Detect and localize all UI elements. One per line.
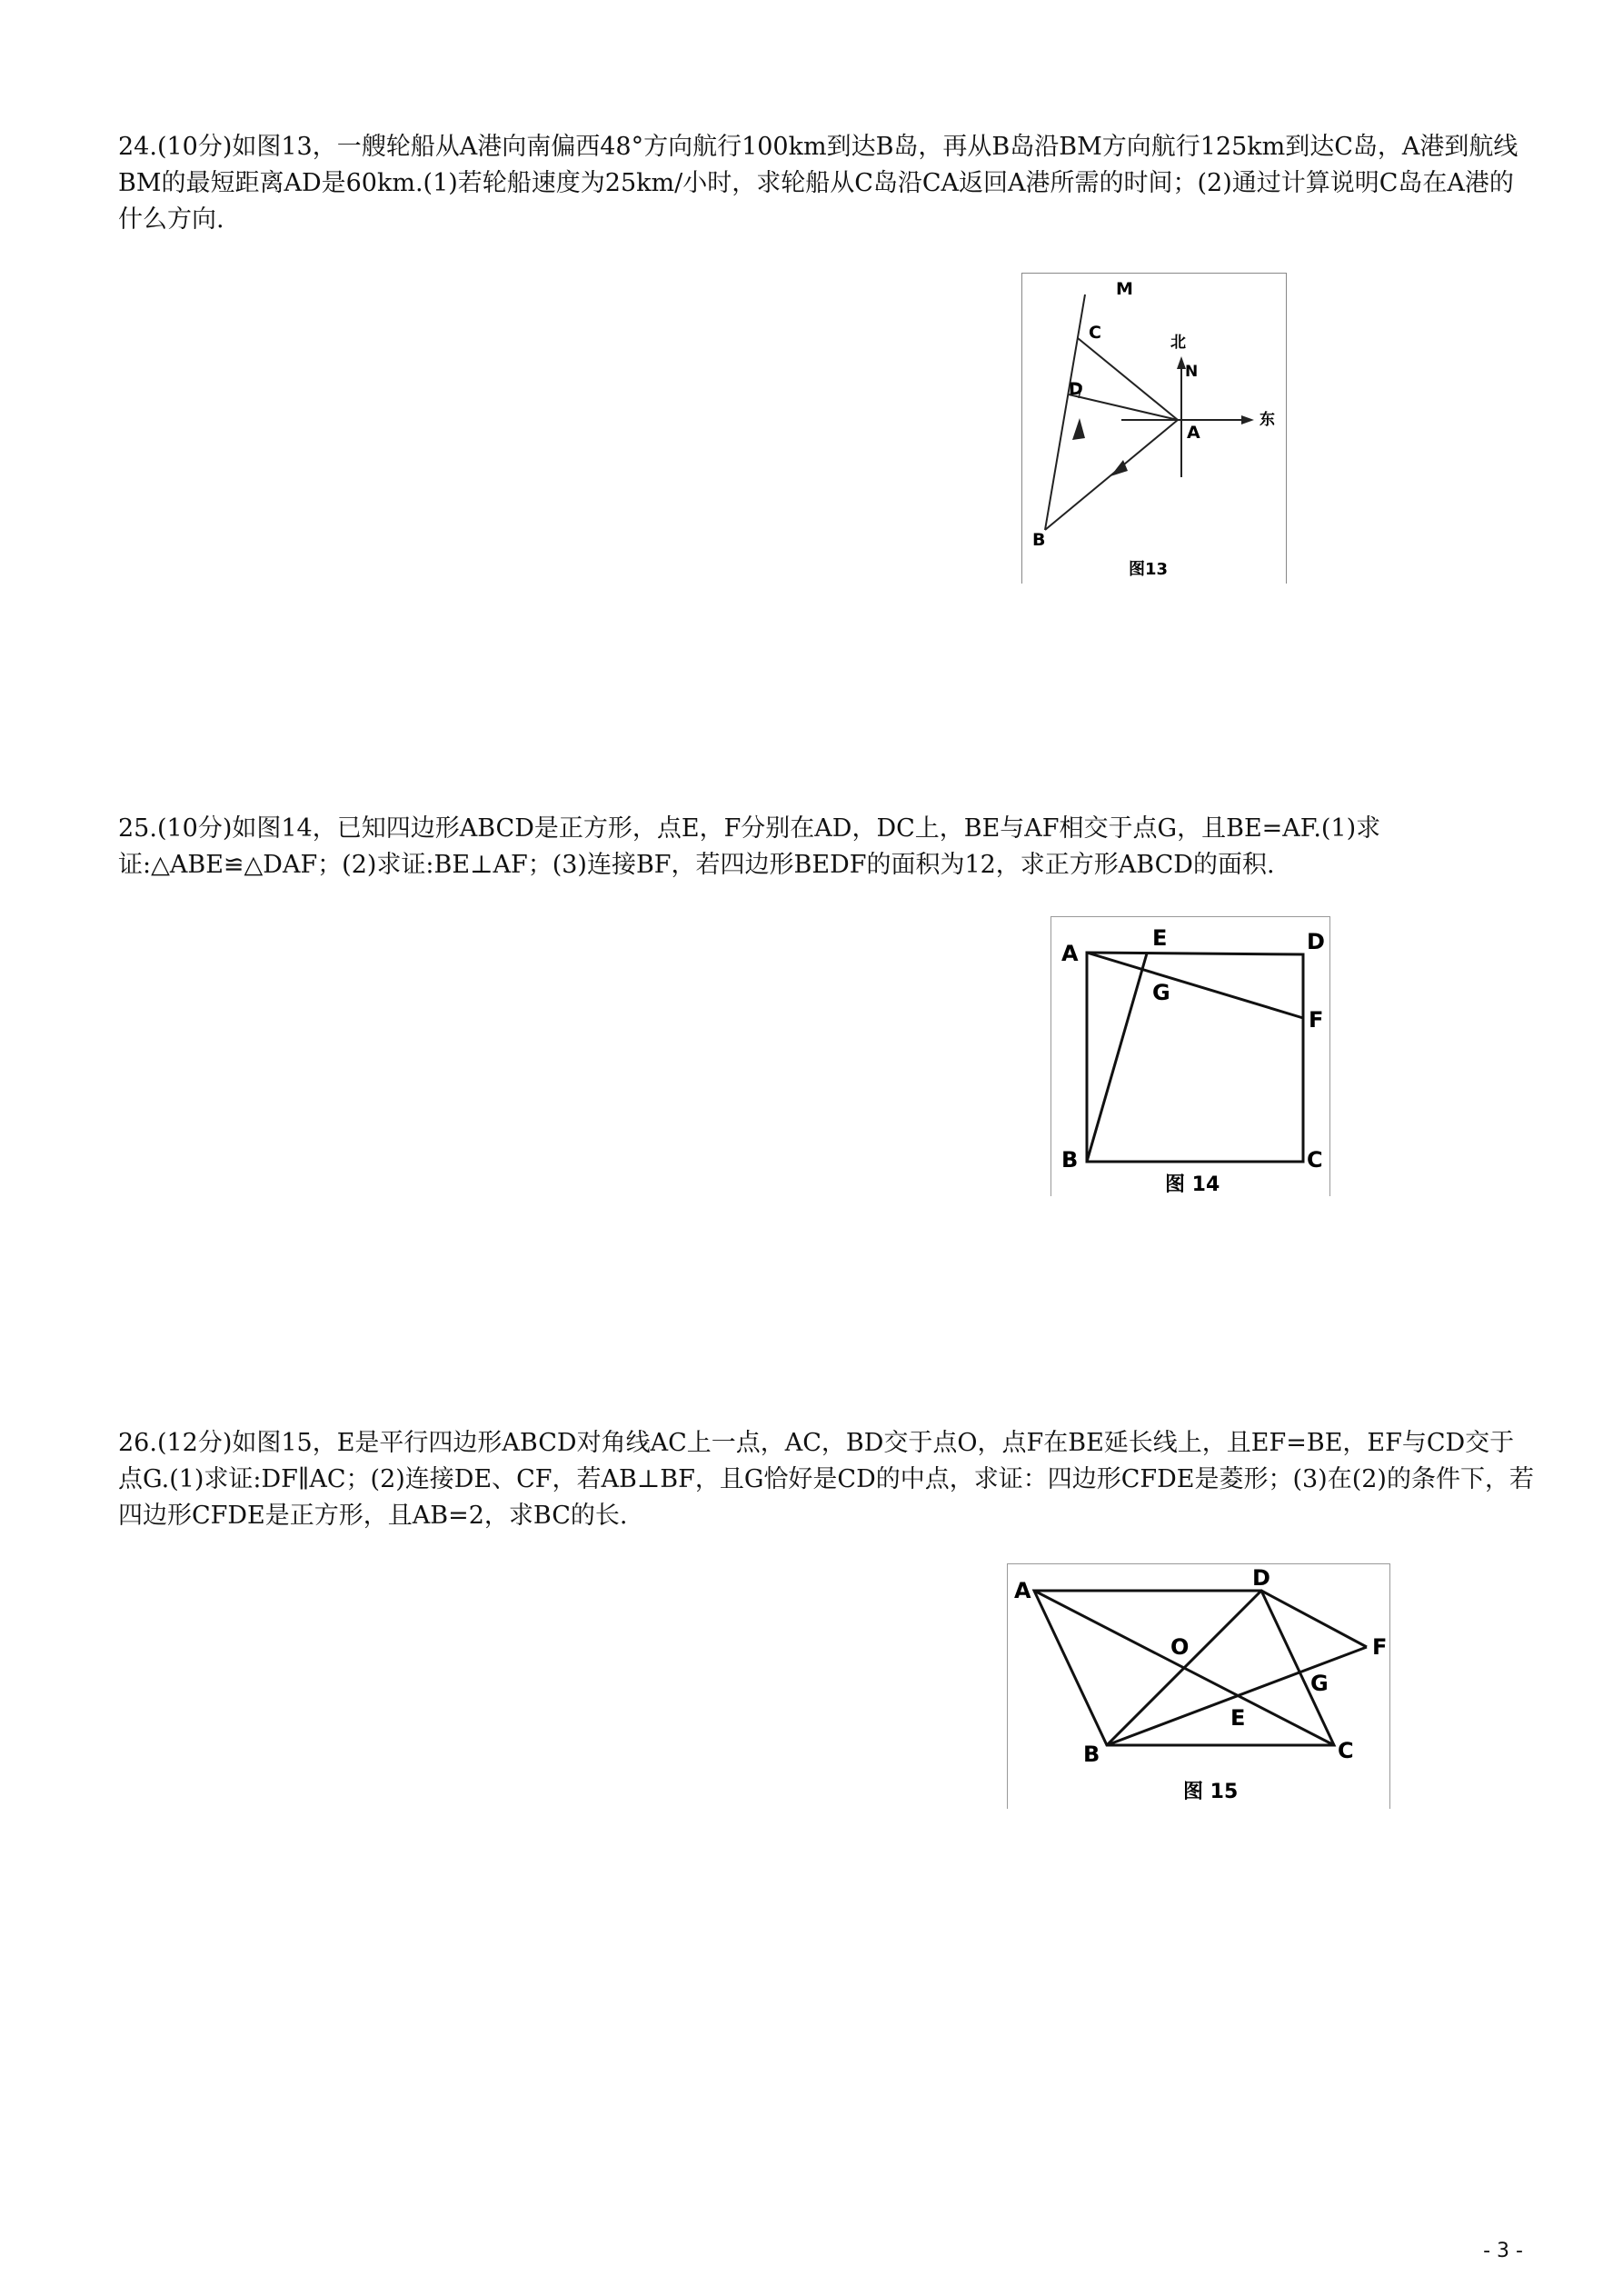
label-o: O xyxy=(1170,1634,1190,1660)
label-g: G xyxy=(1310,1671,1329,1696)
label-a: A xyxy=(1187,423,1200,443)
label-c: C xyxy=(1307,1147,1323,1173)
problem-25-text: 25.(10分)如图14，已知四边形ABCD是正方形，点E，F分别在AD，DC上，BE与AF相交于点G，且BE=AF.(1)求证:△ABE≌△DAF；(2)求证:BE⊥AF；(3)连接BF，若四边形BEDF的面积为12，求正方形ABCD的面积. xyxy=(118,814,1381,879)
problem-24 xyxy=(118,129,1536,238)
label-g: G xyxy=(1152,980,1170,1005)
figure-15-svg xyxy=(1007,1563,1390,1809)
figure-14 xyxy=(1050,916,1330,1196)
label-north: 北 xyxy=(1170,334,1186,352)
label-e: E xyxy=(1152,925,1168,951)
label-d: D xyxy=(1307,929,1325,954)
line-bm xyxy=(1045,294,1085,530)
line-be xyxy=(1087,953,1147,1162)
label-d: D xyxy=(1252,1565,1270,1591)
figure-15 xyxy=(1007,1563,1390,1809)
east-arrow xyxy=(1241,415,1254,424)
label-f: F xyxy=(1309,1007,1324,1033)
label-f: F xyxy=(1372,1634,1388,1660)
page-number: - 3 - xyxy=(1483,2240,1523,2262)
arrow-bm xyxy=(1072,418,1085,440)
line-ab xyxy=(1045,420,1178,530)
label-b: B xyxy=(1061,1147,1079,1173)
label-m: M xyxy=(1116,279,1133,299)
figure-13-caption: 图13 xyxy=(1129,560,1169,579)
problem-25 xyxy=(118,811,1536,883)
problem-24-text: 24.(10分)如图13，一艘轮船从A港向南偏西48°方向航行100km到达B岛，再从B岛沿BM方向航行125km到达C岛，A港到航线BM的最短距离AD是60km.(1)若轮船速度为25km/小时，求轮船从C岛沿CA返回A港所需的时间；(2)通过计算说明C岛在A港的什么方向. xyxy=(118,133,1518,234)
line-df xyxy=(1261,1591,1367,1647)
label-n: N xyxy=(1185,363,1199,381)
label-east: 东 xyxy=(1260,411,1275,429)
label-b: B xyxy=(1032,530,1046,550)
figure-14-svg xyxy=(1050,916,1330,1196)
label-c: C xyxy=(1089,323,1101,343)
label-a: A xyxy=(1014,1578,1031,1603)
figure-14-caption: 图 14 xyxy=(1165,1173,1220,1196)
figure-13 xyxy=(1021,273,1287,584)
label-c: C xyxy=(1338,1738,1354,1763)
figure-13-svg xyxy=(1021,273,1287,584)
problem-26 xyxy=(118,1425,1536,1534)
figure-15-caption: 图 15 xyxy=(1183,1781,1239,1803)
problem-26-text: 26.(12分)如图15，E是平行四边形ABCD对角线AC上一点，AC，BD交于点O，点F在BE延长线上，且EF=BE，EF与CD交于点G.(1)求证:DF∥AC；(2)连接DE、CF，若AB⊥BF，且G恰好是CD的中点，求证：四边形CFDE是菱形；(3)在(2)的条件下，若四边形CFDE是正方形，且AB=2，求BC的长. xyxy=(118,1429,1534,1530)
label-a: A xyxy=(1061,941,1079,966)
label-b: B xyxy=(1083,1742,1100,1767)
label-e: E xyxy=(1230,1705,1246,1731)
label-d: D xyxy=(1069,379,1083,399)
line-af xyxy=(1087,953,1303,1018)
